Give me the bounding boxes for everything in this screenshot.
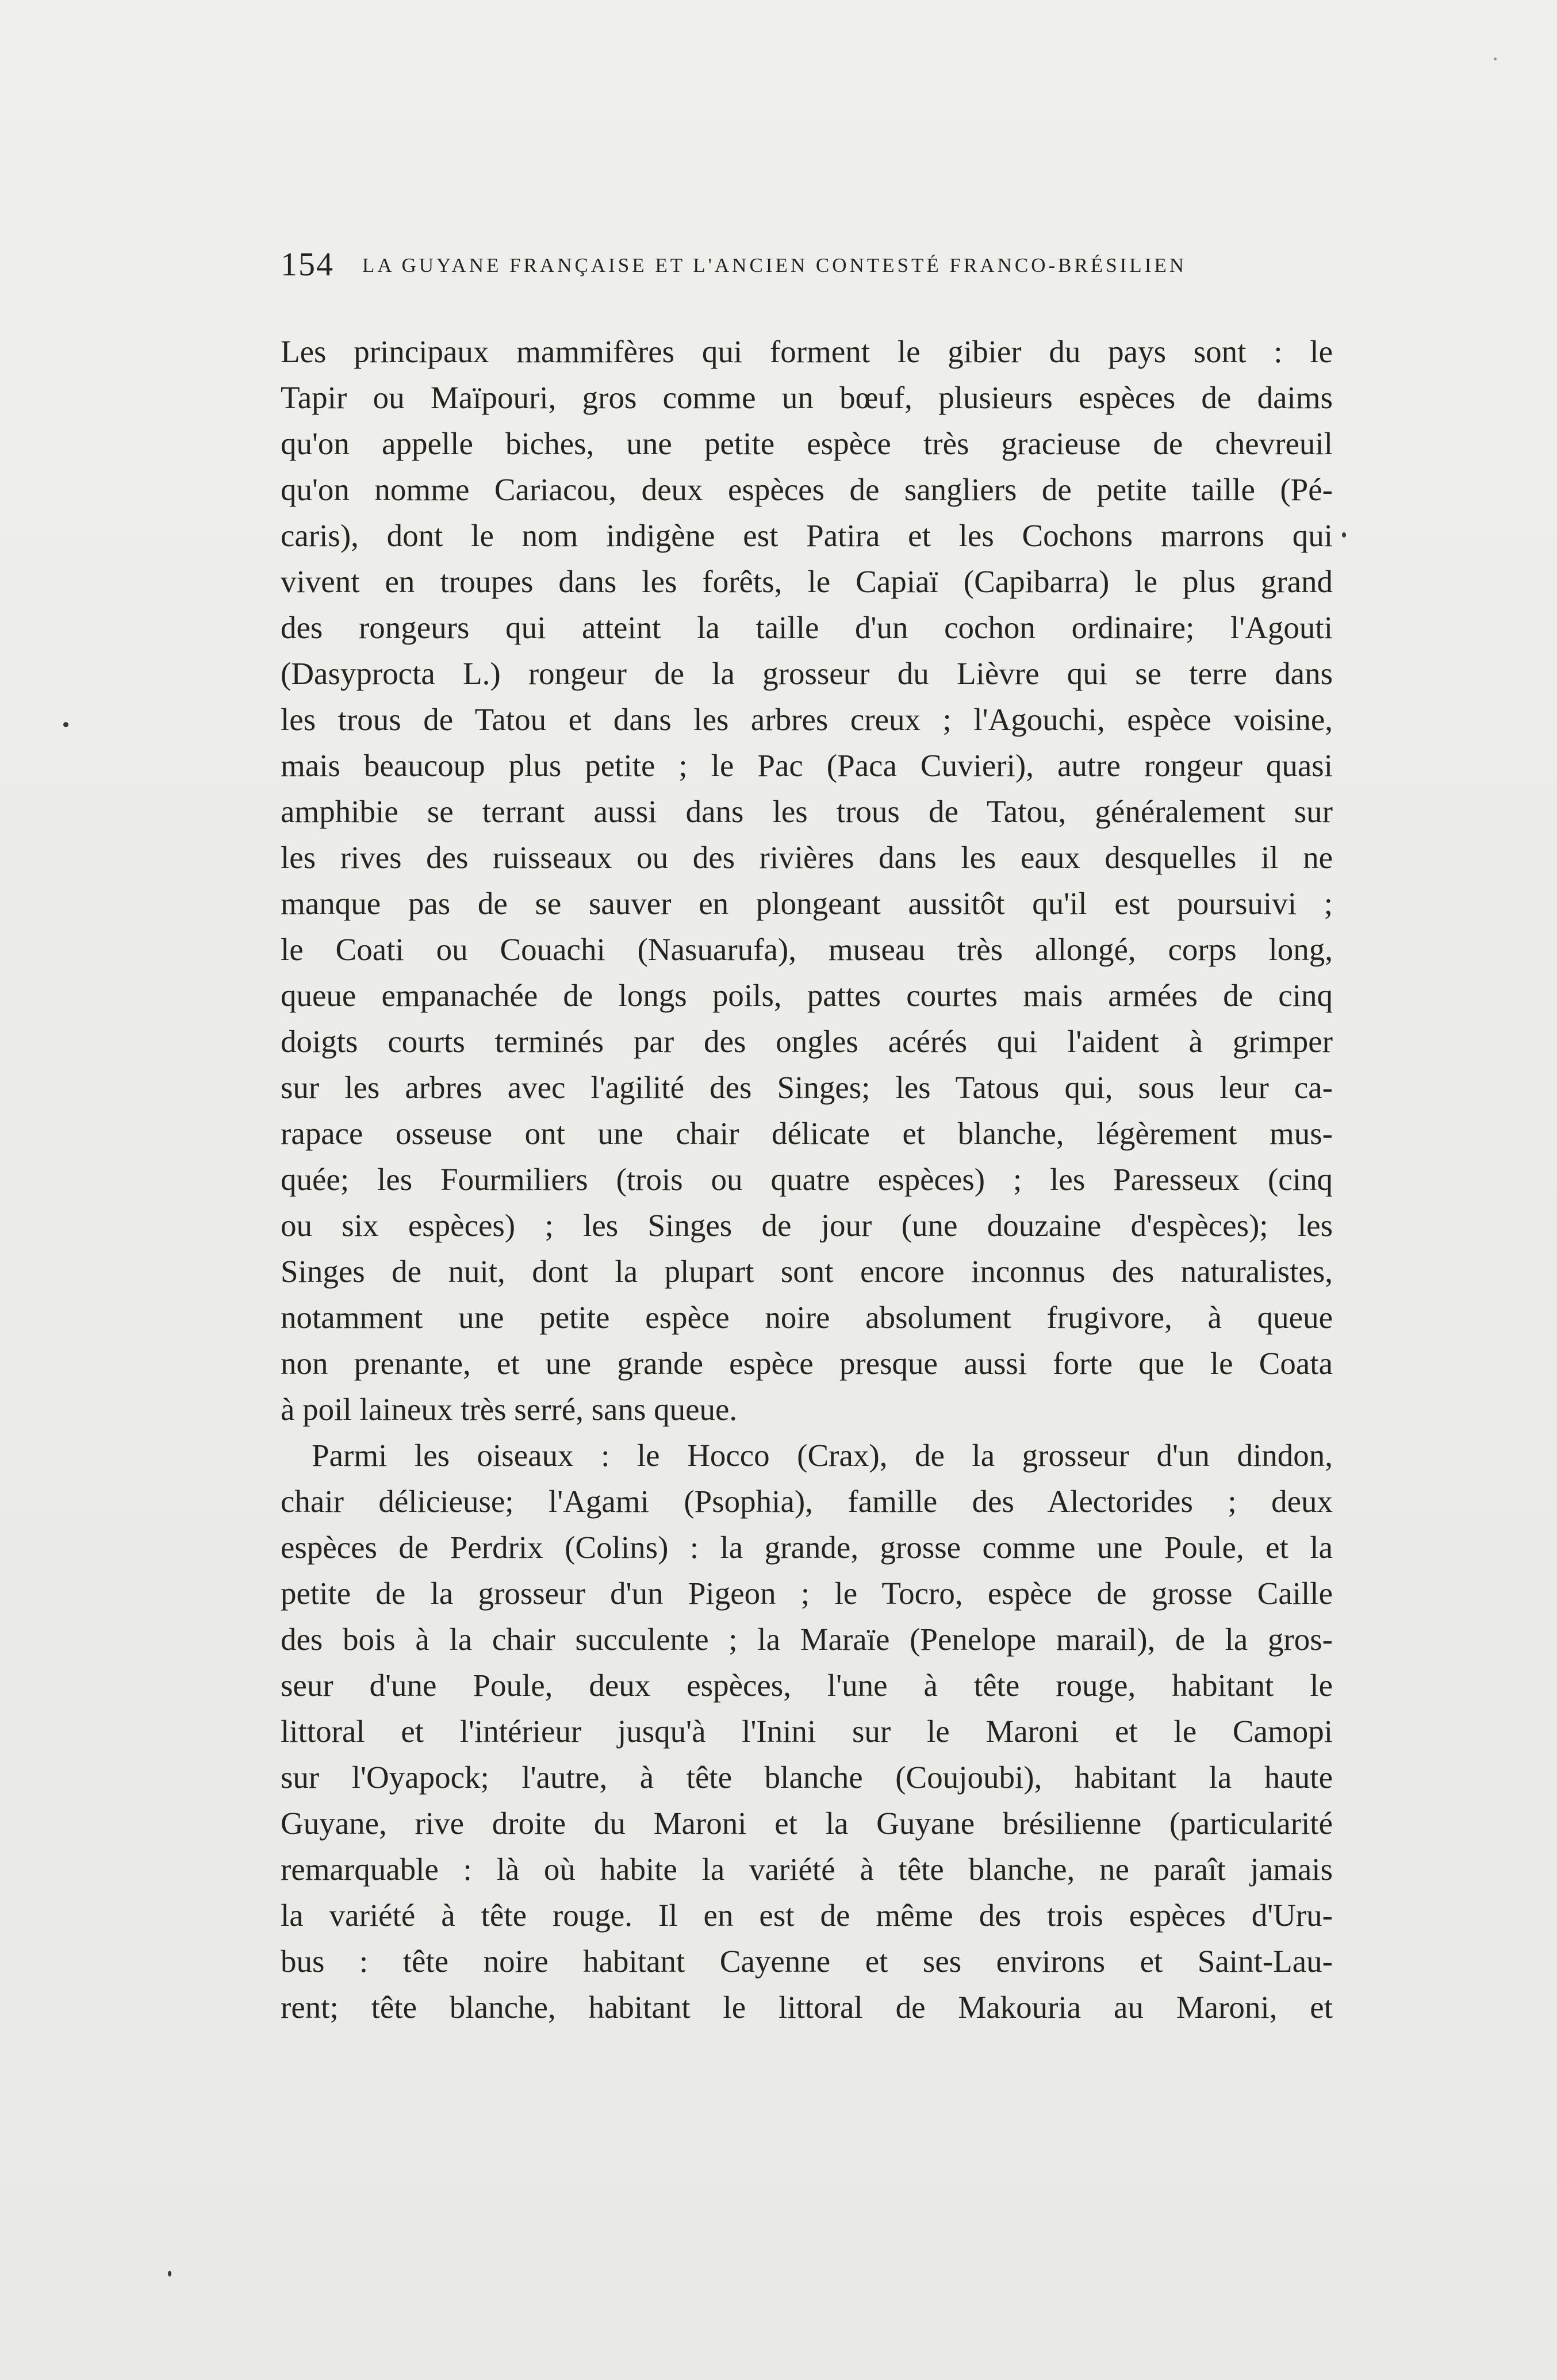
text-line: petite de la grosseur d'un Pigeon ; le Tocro, espèce de grosse Caille bbox=[281, 1576, 1333, 1611]
text-line: les rives des ruisseaux ou des rivières dans les eaux desquelles il ne bbox=[281, 840, 1333, 875]
text-line: chair délicieuse; l'Agami (Psophia), famille des Alectorides ; deux bbox=[281, 1484, 1333, 1519]
running-title: LA GUYANE FRANÇAISE ET L'ANCIEN CONTESTÉ FRANCO-BRÉSILIEN bbox=[362, 254, 1187, 277]
text-line: le Coati ou Couachi (Nasuarufa), museau très allongé, corps long, bbox=[281, 932, 1333, 967]
margin-speck bbox=[1342, 532, 1346, 538]
text-line: qu'on appelle biches, une petite espèce très gracieuse de chevreuil bbox=[281, 426, 1333, 461]
margin-speck bbox=[1494, 57, 1497, 60]
text-line: Guyane, rive droite du Maroni et la Guyane brésilienne (particularité bbox=[281, 1806, 1333, 1841]
margin-speck bbox=[168, 2271, 171, 2277]
text-line: Parmi les oiseaux : le Hocco (Crax), de la grosseur d'un dindon, bbox=[312, 1438, 1333, 1473]
text-line: sur les arbres avec l'agilité des Singes; les Tatous qui, sous leur ca- bbox=[281, 1070, 1333, 1105]
text-line: queue empanachée de longs poils, pattes courtes mais armées de cinq bbox=[281, 978, 1333, 1013]
text-line: la variété à tête rouge. Il en est de même des trois espèces d'Uru- bbox=[281, 1898, 1333, 1933]
text-line: Les principaux mammifères qui forment le gibier du pays sont : le bbox=[281, 334, 1333, 369]
text-line: mais beaucoup plus petite ; le Pac (Paca Cuvieri), autre rongeur quasi bbox=[281, 748, 1333, 783]
body-text bbox=[281, 329, 1333, 2030]
text-line: rent; tête blanche, habitant le littoral de Makouria au Maroni, et bbox=[281, 1990, 1333, 2025]
text-line: bus : tête noire habitant Cayenne et ses environs et Saint-Lau- bbox=[281, 1944, 1333, 1979]
text-line: littoral et l'intérieur jusqu'à l'Inini sur le Maroni et le Camopi bbox=[281, 1714, 1333, 1749]
text-line: des bois à la chair succulente ; la Maraïe (Penelope marail), de la gros- bbox=[281, 1622, 1333, 1657]
text-line: caris), dont le nom indigène est Patira et les Cochons marrons qui bbox=[281, 518, 1333, 553]
text-line: rapace osseuse ont une chair délicate et blanche, légèrement mus- bbox=[281, 1116, 1333, 1151]
text-line: qu'on nomme Cariacou, deux espèces de sangliers de petite taille (Pé- bbox=[281, 472, 1333, 507]
text-line: ou six espèces) ; les Singes de jour (une douzaine d'espèces); les bbox=[281, 1208, 1333, 1243]
text-line: quée; les Fourmiliers (trois ou quatre espèces) ; les Paresseux (cinq bbox=[281, 1162, 1333, 1197]
text-line: à poil laineux très serré, sans queue. bbox=[281, 1392, 738, 1427]
text-line: amphibie se terrant aussi dans les trous de Tatou, généralement sur bbox=[281, 794, 1333, 829]
text-line: seur d'une Poule, deux espèces, l'une à tête rouge, habitant le bbox=[281, 1668, 1333, 1703]
text-line: vivent en troupes dans les forêts, le Capiaï (Capibarra) le plus grand bbox=[281, 564, 1333, 599]
text-line: Tapir ou Maïpouri, gros comme un bœuf, plusieurs espèces de daims bbox=[281, 380, 1333, 415]
text-line: manque pas de se sauver en plongeant aussitôt qu'il est poursuivi ; bbox=[281, 886, 1333, 921]
text-line: notamment une petite espèce noire absolument frugivore, à queue bbox=[281, 1300, 1333, 1335]
text-line: sur l'Oyapock; l'autre, à tête blanche (Coujoubi), habitant la haute bbox=[281, 1760, 1333, 1795]
text-line: (Dasyprocta L.) rongeur de la grosseur du Lièvre qui se terre dans bbox=[281, 656, 1333, 691]
text-line: des rongeurs qui atteint la taille d'un cochon ordinaire; l'Agouti bbox=[281, 610, 1333, 645]
text-line: doigts courts terminés par des ongles acérés qui l'aident à grimper bbox=[281, 1024, 1333, 1059]
text-line: les trous de Tatou et dans les arbres creux ; l'Agouchi, espèce voisine, bbox=[281, 702, 1333, 737]
text-line: espèces de Perdrix (Colins) : la grande, grosse comme une Poule, et la bbox=[281, 1530, 1333, 1565]
text-line: Singes de nuit, dont la plupart sont encore inconnus des naturalistes, bbox=[281, 1254, 1333, 1289]
text-line: remarquable : là où habite la variété à tête blanche, ne paraît jamais bbox=[281, 1852, 1333, 1887]
text-line: non prenante, et une grande espèce presque aussi forte que le Coata bbox=[281, 1346, 1333, 1381]
margin-speck bbox=[63, 722, 68, 727]
running-head bbox=[281, 244, 1333, 285]
page-number: 154 bbox=[281, 245, 334, 283]
